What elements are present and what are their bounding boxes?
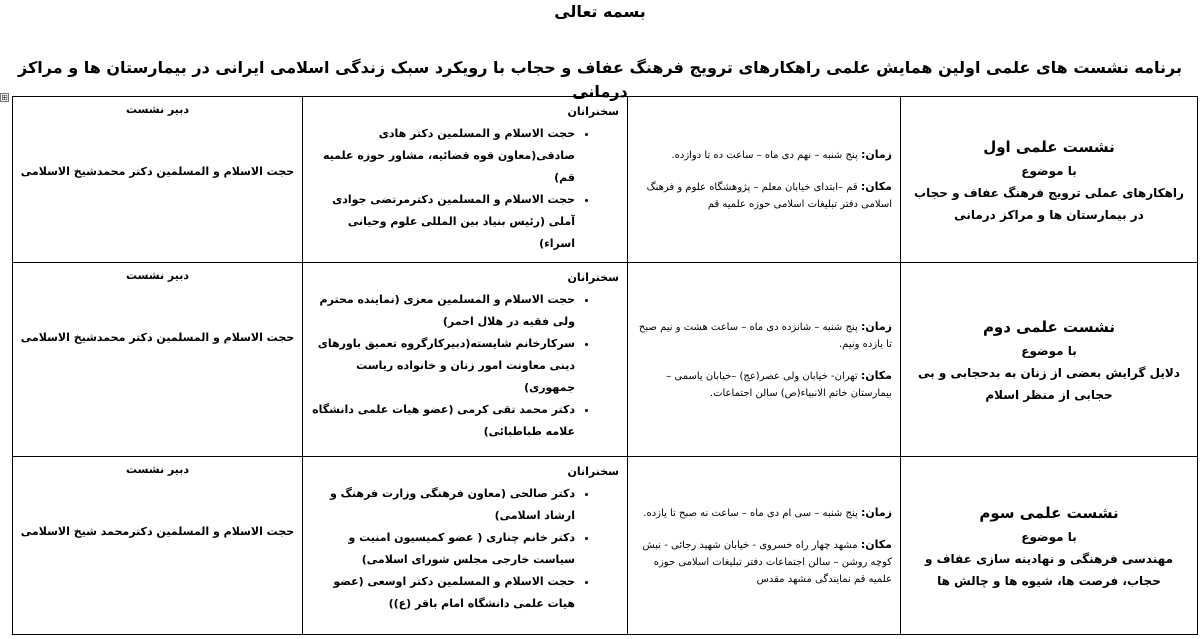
speaker-item: • دکتر صالحی (معاون فرهنگی وزارت فرهنگ و ارشاد اسلامی) [311, 483, 575, 527]
session-time: پنج شنبه – شانزده دی ماه – ساعت هشت و نیم صبح تا یازده ونیم. [638, 321, 892, 350]
place-label: مکان: [860, 180, 892, 193]
session-title-cell [901, 263, 1198, 457]
session-topic: دلایل گرایش بعضی از زنان به بدحجابی و بی حجابی از منظر اسلام [918, 365, 1180, 402]
speaker-item: • دکتر خانم چناری ( عضو کمیسیون امنیت و سیاست خارجی مجلس شورای اسلامی) [311, 527, 575, 571]
time-place-cell [628, 97, 901, 263]
speakers-list [311, 483, 619, 615]
speaker-item: • حجت الاسلام و المسلمین معزی (نماینده محترم ولی فقیه در هلال احمر) [311, 289, 575, 333]
with-topic-label: با موضوع [1021, 343, 1077, 358]
speakers-label: سخنرانان [567, 105, 619, 118]
table-move-handle-icon[interactable]: ⊞ [1, 93, 8, 102]
speaker-item: • دکتر محمد تقی کرمی (عضو هیات علمی دانشگاه علامه طباطبائی) [311, 399, 575, 443]
secretary-name: حجت الاسلام و المسلمین دکتر محمدشیخ الاسلامی [20, 165, 295, 178]
speakers-cell [303, 457, 628, 635]
session-time: پنج شنبه – سی ام دی ماه – ساعت نه صبح تا یازده. [643, 507, 858, 519]
secretary-label: دبیر نشست [125, 103, 190, 116]
session-place: مشهد چهار راه خسروی - خیابان شهید رجائی - نبش کوچه روشن – سالن اجتماعات دفتر تبلیغات اسلامی حوزه علمیه قم نمایندگی مشهد مقدس [642, 539, 892, 585]
time-label: زمان: [860, 148, 892, 161]
place-label: مکان: [860, 537, 892, 551]
speakers-label: سخنرانان [567, 271, 619, 284]
session-name: نشست علمی اول [983, 137, 1115, 156]
document-subtitle: برنامه نشست های علمی اولین همایش علمی راهکارهای ترویج فرهنگ عفاف و حجاب با رویکرد سبک زندگی اسلامی ایرانی در بیمارستان ها و مراکز درمانی [18, 58, 1182, 101]
secretary-cell [13, 97, 303, 263]
session-title-cell [901, 97, 1198, 263]
place-label: مکان: [860, 368, 892, 382]
time-place-cell [628, 263, 901, 457]
document-title: بسمه تعالی [554, 2, 646, 21]
time-place-cell [628, 457, 901, 635]
session-name: نشست علمی دوم [982, 317, 1116, 336]
speakers-label: سخنرانان [567, 465, 619, 478]
session-name: نشست علمی سوم [979, 503, 1119, 522]
session-place: تهران- خیابان ولی عصر(عج) –خیابان یاسمی –بیمارستان خاتم الانبیاء(ص) سالن اجتماعات. [666, 370, 892, 399]
secretary-label: دبیر نشست [125, 463, 190, 476]
with-topic-label: با موضوع [1021, 529, 1077, 544]
secretary-cell [13, 457, 303, 635]
session-row [13, 97, 1198, 263]
speaker-item: • حجت الاسلام و المسلمین دکتر هادی صادقی(معاون قوه قضائیه، مشاور حوزه علمیه قم) [311, 123, 575, 189]
speaker-item: • سرکارخانم شایسته(دبیرکارگروه تعمیق باورهای دینی معاونت امور زنان و خانواده ریاست جمهوری) [311, 333, 575, 399]
speakers-list [311, 123, 619, 255]
speakers-cell [303, 97, 628, 263]
session-row [13, 263, 1198, 457]
sessions-table [12, 96, 1198, 635]
session-time: پنج شنبه – نهم دی ماه – ساعت ده تا دوازده. [671, 150, 858, 161]
session-row [13, 457, 1198, 635]
session-topic: راهکارهای عملی ترویج فرهنگ عفاف و حجاب در بیمارستان ها و مراکز درمانی [914, 185, 1184, 222]
secretary-label: دبیر نشست [125, 269, 190, 282]
secretary-name: حجت الاسلام و المسلمین دکتر محمدشیخ الاسلامی [20, 331, 295, 344]
time-label: زمان: [860, 319, 892, 333]
speaker-item: • حجت الاسلام و المسلمین دکترمرتضی جوادی آملی (رئیس بنیاد بین المللی علوم وحیانی اسراء) [311, 189, 575, 255]
with-topic-label: با موضوع [1021, 163, 1077, 178]
session-title-cell [901, 457, 1198, 635]
speakers-list [311, 289, 619, 443]
speakers-cell [303, 263, 628, 457]
secretary-cell [13, 263, 303, 457]
session-topic: مهندسی فرهنگی و نهادینه سازی عفاف و حجاب، فرصت ها، شیوه ها و چالش ها [924, 551, 1174, 588]
secretary-name: حجت الاسلام و المسلمین دکترمحمد شیخ الاسلامی [20, 525, 295, 538]
speaker-item: • حجت الاسلام و المسلمین دکتر اوسعی (عضو هیات علمی دانشگاه امام باقر (ع)) [311, 571, 575, 615]
time-label: زمان: [860, 505, 892, 519]
session-place: قم –ابتدای خیابان معلم – پژوهشگاه علوم و فرهنگ اسلامی دفتر تبلیغات اسلامی حوزه علمیه قم [646, 182, 892, 210]
